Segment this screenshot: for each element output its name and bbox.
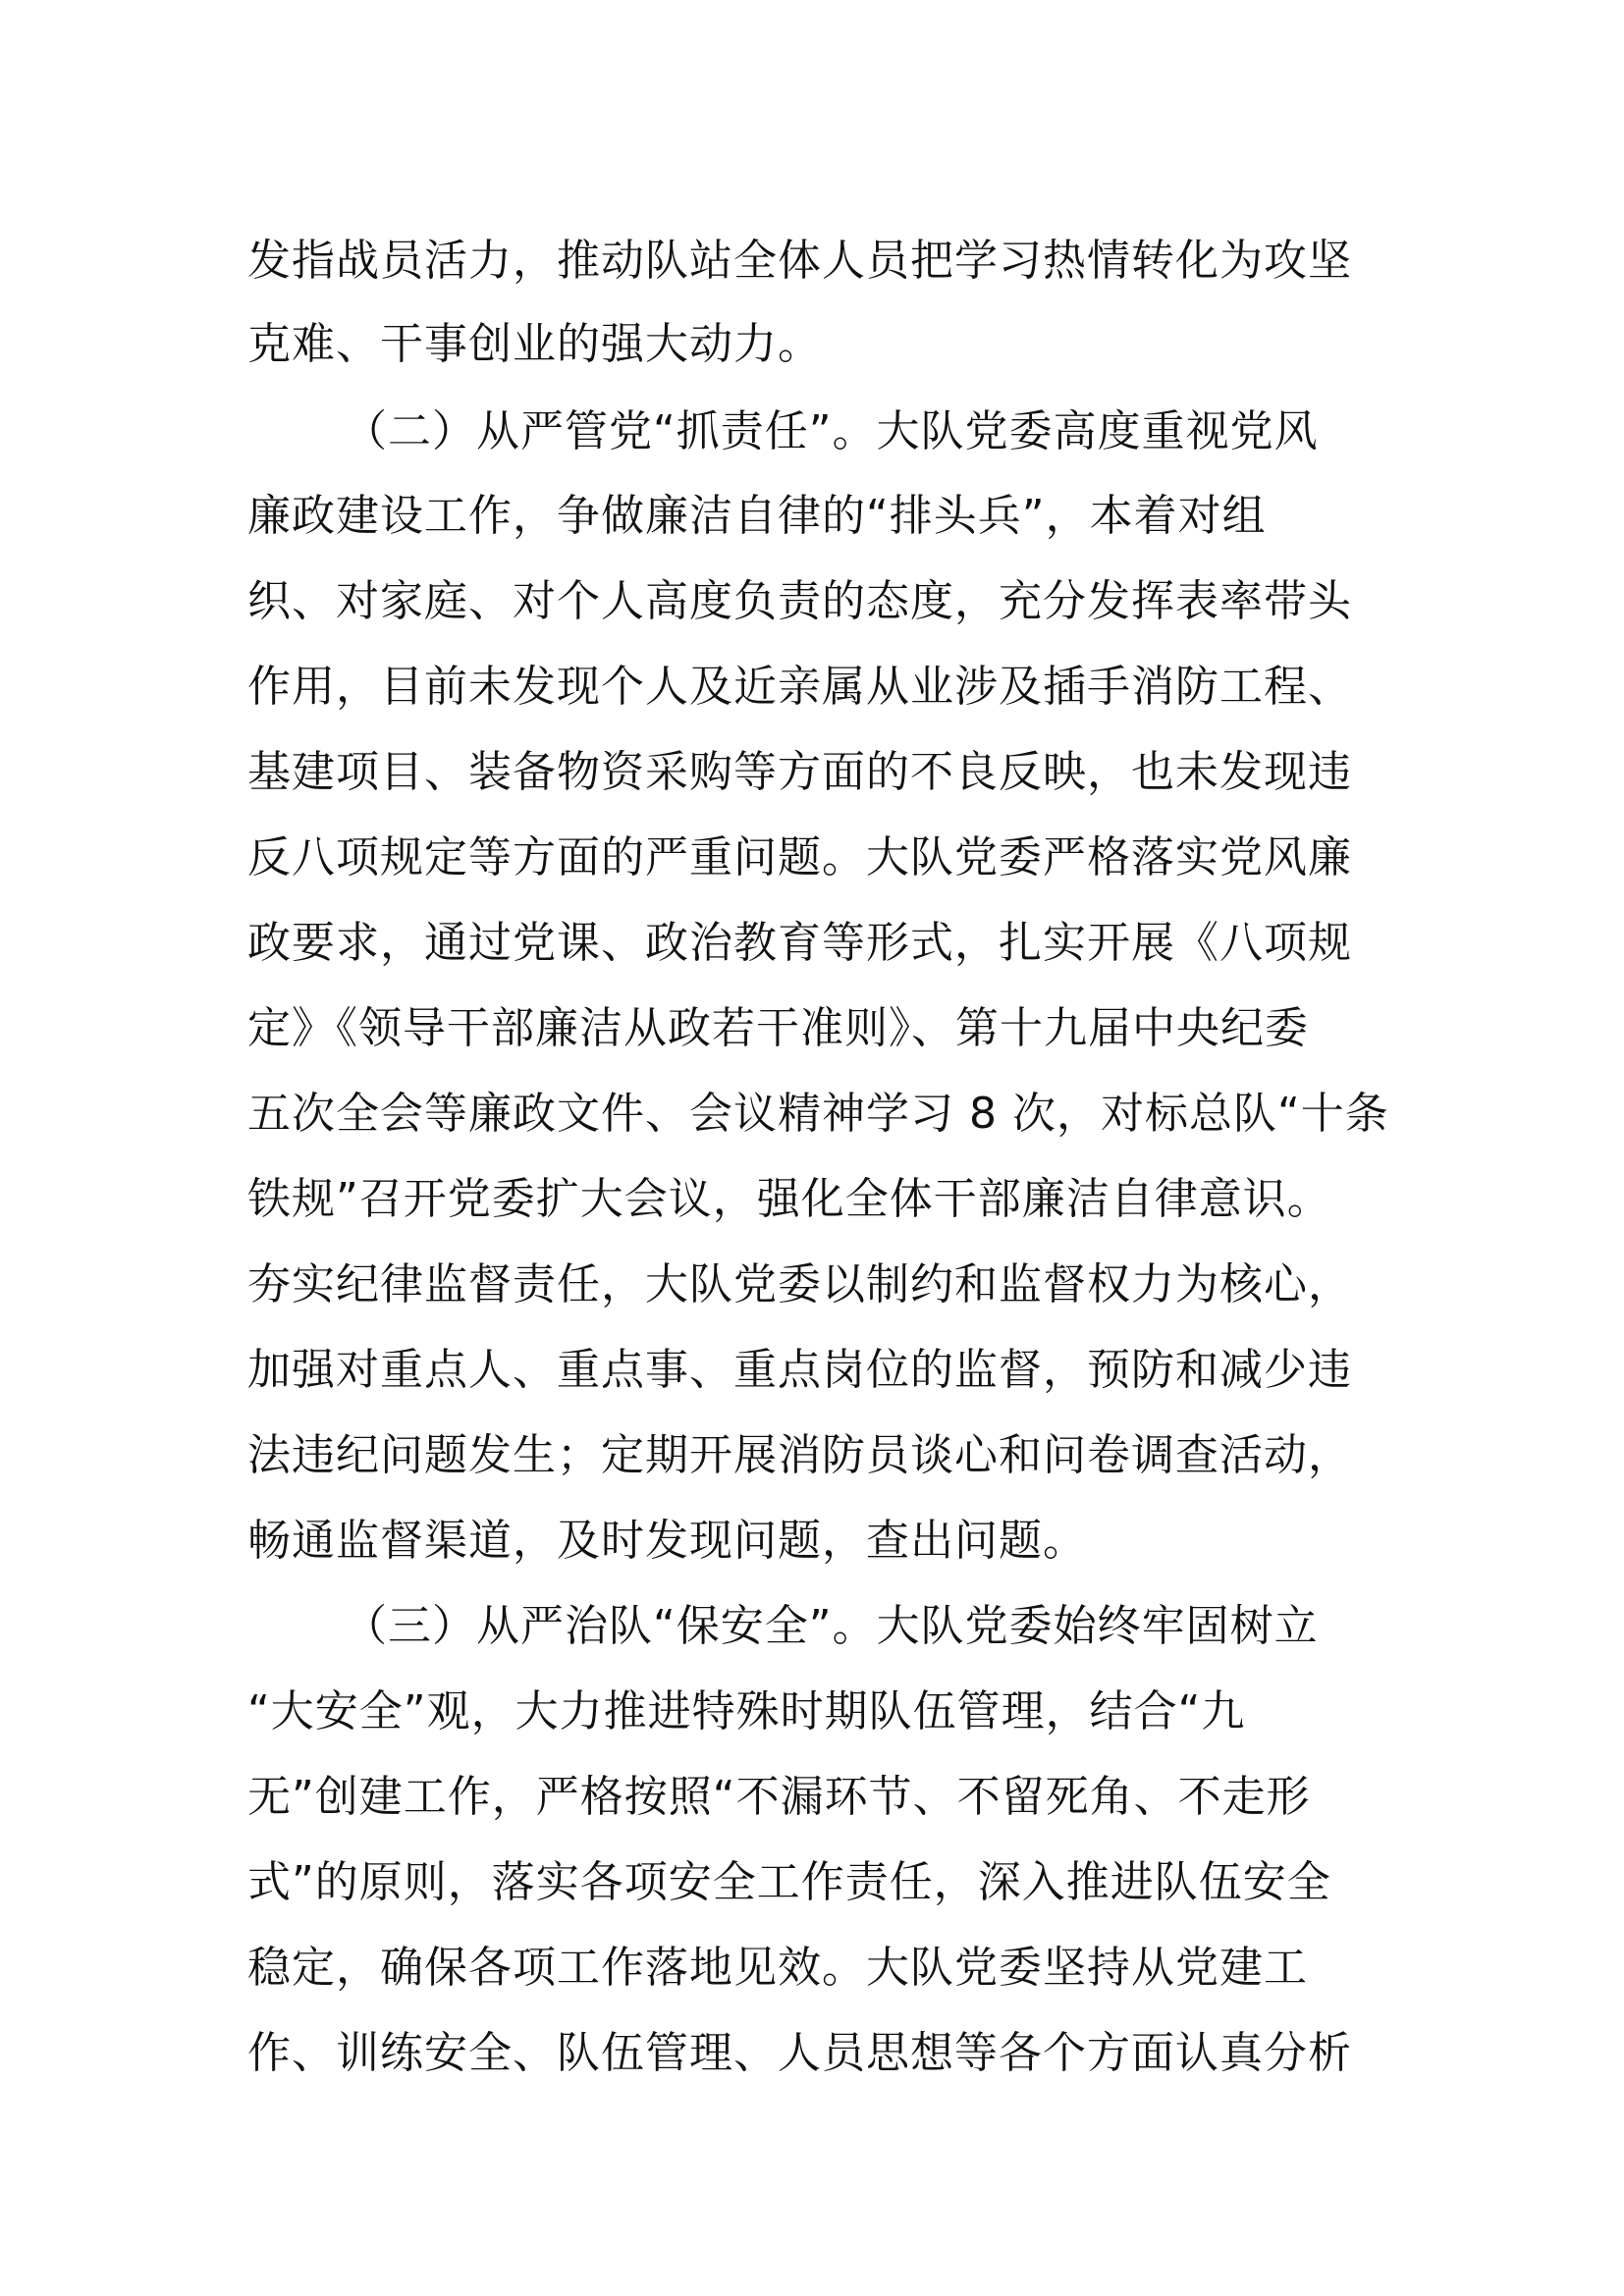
text-line: 克难、干事创业的强大动力。 [247, 319, 822, 369]
text-line: 作、训练安全、队伍管理、人员思想等各个方面认真分析 [247, 2028, 1352, 2078]
text-line: 稳定，确保各项工作落地见效。大队党委坚持从党建工 [247, 1943, 1308, 1993]
text-line: 廉政建设工作，争做廉洁自律的“排头兵”，本着对组 [247, 491, 1267, 541]
text-line: 反八项规定等方面的严重问题。大队党委严格落实党风廉 [247, 832, 1352, 882]
text-line: 定》《领导干部廉洁从政若干准则》、第十九届中央纪委 [247, 1003, 1309, 1053]
section-heading-two: （二）从严管党“抓责任”。大队党委高度重视党风 [344, 406, 1319, 456]
text-line: 无”创建工作，严格按照“不漏环节、不留死角、不走形 [247, 1772, 1311, 1822]
text-line: 五次全会等廉政文件、会议精神学习 8 次，对标总队“十条 [247, 1089, 1389, 1139]
text-line: “大安全”观，大力推进特殊时期队伍管理，结合“九 [247, 1686, 1246, 1736]
text-line: 发指战员活力，推动队站全体人员把学习热情转化为攻坚 [247, 236, 1352, 286]
text-line: 织、对家庭、对个人高度负责的态度，充分发挥表率带头 [247, 576, 1352, 626]
text-line: 铁规”召开党委扩大会议，强化全体干部廉洁自律意识。 [247, 1174, 1331, 1224]
text-line: 畅通监督渠道，及时发现问题，查出问题。 [247, 1516, 1087, 1566]
text-line: 作用，目前未发现个人及近亲属从业涉及插手消防工程、 [247, 662, 1352, 712]
text-line: 基建项目、装备物资采购等方面的不良反映，也未发现违 [247, 747, 1352, 797]
section-heading-three: （三）从严治队“保安全”。大队党委始终牢固树立 [344, 1601, 1319, 1651]
text-line: 加强对重点人、重点事、重点岗位的监督，预防和减少违 [247, 1345, 1352, 1395]
text-line: 夯实纪律监督责任，大队党委以制约和监督权力为核心， [247, 1259, 1352, 1309]
text-line: 政要求，通过党课、政治教育等形式，扎实开展《八项规 [247, 918, 1352, 968]
text-line: 法违纪问题发生；定期开展消防员谈心和问卷调查活动， [247, 1430, 1352, 1480]
text-line: 式”的原则，落实各项安全工作责任，深入推进队伍安全 [247, 1857, 1331, 1907]
